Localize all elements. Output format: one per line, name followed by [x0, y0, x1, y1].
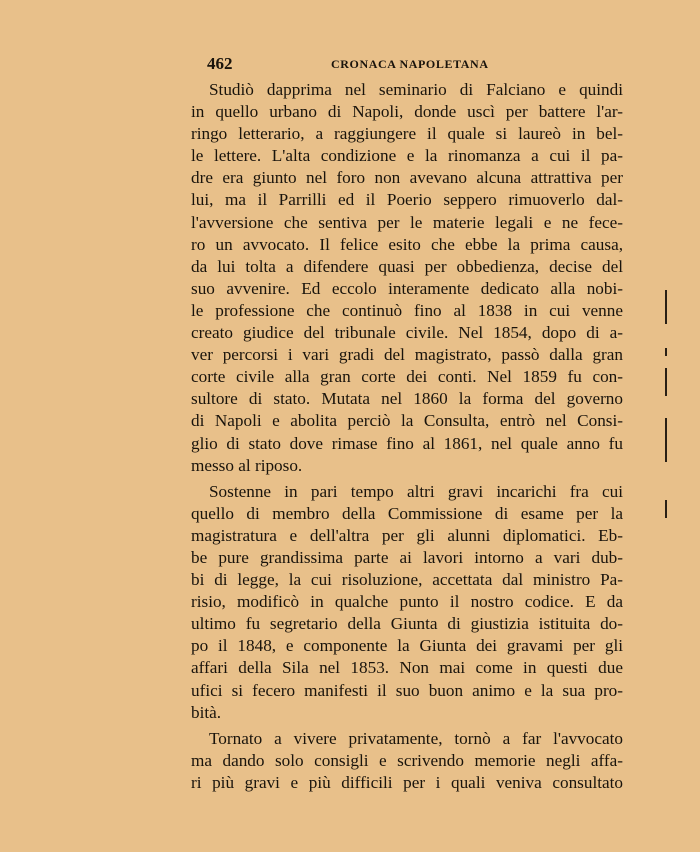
paragraph-1 [191, 79, 623, 477]
text-line: Sostenne in pari tempo altri gravi incarichi fra cui [209, 481, 623, 501]
page-header [191, 54, 621, 74]
text-line: glio di stato dove rimase fino al 1861, nel quale anno fu [191, 433, 623, 453]
text-line: in quello urbano di Napoli, donde uscì per battere l'ar- [191, 102, 623, 122]
margin-mark [665, 290, 667, 324]
body-text [191, 79, 623, 794]
text-line: sultore di stato. Mutata nel 1860 la forma del governo [191, 389, 623, 409]
running-head: CRONACA NAPOLETANA [331, 57, 489, 71]
margin-mark [665, 368, 667, 396]
text-line: po il 1848, e componente la Giunta dei gravami per gli [191, 636, 623, 656]
text-line: creato giudice del tribunale civile. Nel 1854, dopo di a- [191, 323, 623, 343]
text-line: suo avvenire. Ed eccolo interamente dedicato alla nobi- [191, 278, 623, 298]
text-line: dre era giunto nel foro non avevano alcuna attrattiva per [191, 168, 623, 188]
text-line: quello di membro della Commissione di esame per la [191, 503, 623, 523]
text-line: ri più gravi e più difficili per i quali veniva consultato [191, 772, 623, 792]
text-line: ultimo fu segretario della Giunta di giustizia istituita do- [191, 614, 623, 634]
text-line: le lettere. L'alta condizione e la rinomanza a cui il pa- [191, 146, 623, 166]
margin-scan-marks [665, 290, 669, 520]
text-line: Studiò dapprima nel seminario di Falciano e quindi [209, 80, 623, 99]
text-line: ro un avvocato. Il felice esito che ebbe la prima causa, [191, 234, 623, 254]
text-line: be pure grandissima parte ai lavori intorno a vari dub- [191, 547, 623, 567]
text-line: bi di legge, la cui risoluzione, accettata dal ministro Pa- [191, 570, 623, 590]
text-line: magistratura e dell'altra per gli alunni diplomatici. Eb- [191, 525, 623, 545]
text-line: da lui tolta a difendere quasi per obbedienza, decise del [191, 256, 623, 276]
text-line: di Napoli e abolita perciò la Consulta, entrò nel Consi- [191, 411, 623, 431]
text-line: l'avversione che sentiva per le materie legali e ne fece- [191, 212, 623, 232]
text-line: ufici si fecero manifesti il suo buon animo e la sua pro- [191, 680, 623, 700]
text-line: corte civile alla gran corte dei conti. Nel 1859 fu con- [191, 367, 623, 387]
text-line: lui, ma il Parrilli ed il Poerio seppero rimuoverlo dal- [191, 190, 623, 210]
page-number: 462 [207, 54, 233, 73]
paragraph-3 [191, 728, 623, 794]
text-line: bità. [191, 702, 222, 722]
margin-mark [665, 500, 667, 518]
margin-mark [665, 418, 667, 462]
paragraph-2 [191, 481, 623, 724]
text-line: ma dando solo consigli e scrivendo memorie negli affa- [191, 750, 623, 770]
text-line: le professione che continuò fino al 1838 in cui venne [191, 300, 623, 320]
text-line: ver percorsi i vari gradi del magistrato, passò dalla gran [191, 345, 623, 365]
text-line: risio, modificò in qualche punto il nostro codice. E da [191, 592, 623, 612]
text-line: messo al riposo. [191, 455, 303, 475]
text-line: ringo letterario, a raggiungere il quale si laureò in bel- [191, 124, 623, 144]
text-line: Tornato a vivere privatamente, tornò a far l'avvocato [209, 728, 623, 748]
text-line: affari della Sila nel 1853. Non mai come in questi due [191, 658, 623, 678]
margin-mark [665, 348, 667, 356]
